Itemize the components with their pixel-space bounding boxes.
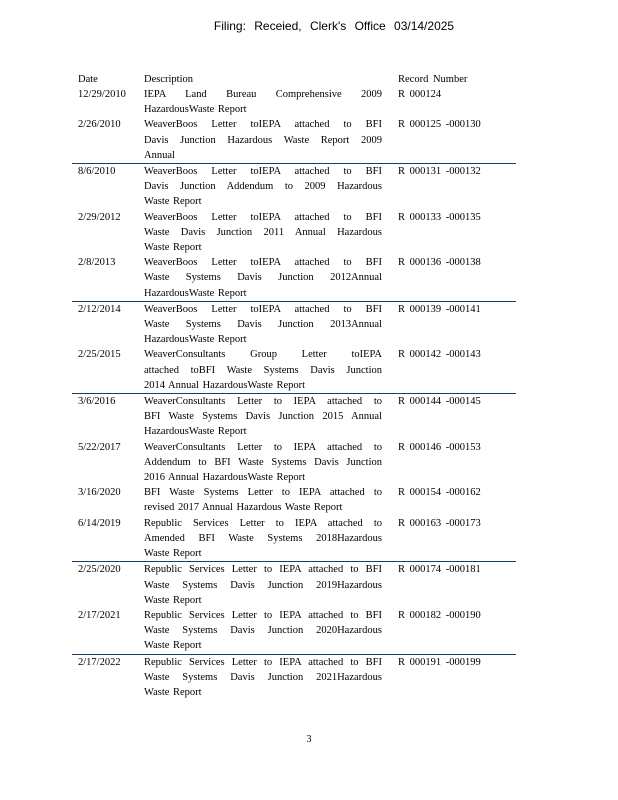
description-line: Waste Report — [144, 640, 202, 652]
row-date: 2/12/2014 — [78, 303, 121, 315]
row-description — [144, 255, 382, 301]
table-row — [78, 485, 516, 515]
description-line: WeaverConsultants Group Letter toIEPA — [144, 349, 382, 361]
description-line: Addendum to BFI Waste Systems Davis Junction — [144, 456, 382, 468]
description-column-header: Description — [144, 74, 193, 85]
row-date: 8/6/2010 — [78, 166, 116, 178]
row-description — [144, 164, 382, 210]
description-line: Davis Junction Hazardous Waste Report 2009 — [144, 134, 382, 146]
description-line: Waste Report — [144, 548, 202, 560]
row-record-number: R 000163 -000173 — [398, 517, 481, 529]
table-row — [78, 347, 516, 393]
filing-stamp-header: Filing: Receied, Clerk's Office 03/14/2025 — [213, 19, 455, 33]
description-line: 2016 Annual HazardousWaste Report — [144, 472, 306, 484]
table-row — [78, 394, 516, 440]
record-index-table — [78, 72, 516, 700]
page-number: 3 — [306, 734, 312, 745]
description-line: WeaverBoos Letter toIEPA attached to BFI — [144, 166, 382, 178]
row-date: 2/17/2021 — [78, 609, 121, 621]
description-line: IEPA Land Bureau Comprehensive 2009 — [144, 89, 382, 100]
row-description — [144, 608, 382, 654]
table-row — [78, 164, 516, 210]
description-line: WeaverBoos Letter toIEPA attached to BFI — [144, 303, 382, 315]
row-description — [144, 347, 382, 393]
description-line: BFI Waste Systems Letter to IEPA attached to — [144, 487, 382, 499]
description-line: Republic Services Letter to IEPA attached to — [144, 517, 382, 529]
row-description — [144, 440, 382, 486]
row-record-number: R 000146 -000153 — [398, 441, 481, 453]
description-line: Waste Systems Davis Junction 2012Annual — [144, 272, 382, 284]
row-date: 3/6/2016 — [78, 396, 116, 408]
table-row — [78, 440, 516, 486]
row-record-number: R 000142 -000143 — [398, 349, 481, 361]
row-date: 2/25/2020 — [78, 564, 121, 576]
description-line: Amended BFI Waste Systems 2018Hazardous — [144, 532, 382, 544]
description-line: WeaverConsultants Letter to IEPA attached to — [144, 441, 382, 453]
description-line: Waste Report — [144, 594, 202, 606]
row-record-number: R 000174 -000181 — [398, 564, 481, 576]
row-description — [144, 87, 382, 117]
description-line: revised 2017 Annual Hazardous Waste Report — [144, 502, 343, 514]
description-line: Republic Services Letter to IEPA attached to BFI — [144, 609, 382, 621]
description-line: WeaverBoos Letter toIEPA attached to BFI — [144, 211, 382, 223]
row-date: 2/26/2010 — [78, 119, 121, 131]
row-record-number: R 000144 -000145 — [398, 396, 481, 408]
row-record-number: R 000125 -000130 — [398, 119, 481, 131]
date-column-header: Date — [78, 74, 98, 85]
description-line: Waste Report — [144, 242, 202, 254]
description-line: 2014 Annual HazardousWaste Report — [144, 379, 306, 391]
row-record-number: R 000124 — [398, 89, 442, 100]
row-description — [144, 655, 382, 701]
row-record-number: R 000133 -000135 — [398, 211, 481, 223]
description-line: Waste Report — [144, 196, 202, 208]
row-record-number: R 000154 -000162 — [398, 487, 481, 499]
row-date: 3/16/2020 — [78, 487, 121, 499]
description-line: HazardousWaste Report — [144, 287, 247, 299]
row-description — [144, 485, 382, 515]
description-line: Republic Services Letter to IEPA attached to BFI — [144, 656, 382, 668]
description-line: WeaverConsultants Letter to IEPA attached to — [144, 396, 382, 408]
description-line: Waste Systems Davis Junction 2019Hazardous — [144, 579, 382, 591]
row-record-number: R 000136 -000138 — [398, 257, 481, 269]
row-description — [144, 210, 382, 256]
column-header-row — [78, 72, 516, 87]
table-row — [78, 87, 516, 117]
row-date: 2/17/2022 — [78, 656, 121, 668]
description-line: BFI Waste Systems Davis Junction 2015 Annual — [144, 411, 382, 423]
description-line: HazardousWaste Report — [144, 334, 247, 346]
description-line: HazardousWaste Report — [144, 426, 247, 438]
table-row — [78, 562, 516, 608]
description-line: WeaverBoos Letter toIEPA attached to BFI — [144, 119, 382, 131]
row-description — [144, 117, 382, 163]
description-line: Davis Junction Addendum to 2009 Hazardous — [144, 181, 382, 193]
row-record-number: R 000131 -000132 — [398, 166, 481, 178]
row-record-number: R 000139 -000141 — [398, 303, 481, 315]
row-description — [144, 516, 382, 562]
table-row — [78, 608, 516, 654]
row-description — [144, 394, 382, 440]
description-line: Waste Systems Davis Junction 2021Hazardous — [144, 671, 382, 683]
table-row — [78, 117, 516, 163]
row-date: 12/29/2010 — [78, 89, 126, 100]
table-row — [78, 655, 516, 701]
description-line: Waste Systems Davis Junction 2020Hazardous — [144, 625, 382, 637]
row-description — [144, 562, 382, 608]
row-date: 6/14/2019 — [78, 517, 121, 529]
table-body — [78, 87, 516, 700]
row-date: 2/25/2015 — [78, 349, 121, 361]
row-date: 2/8/2013 — [78, 257, 116, 269]
row-record-number: R 000191 -000199 — [398, 656, 481, 668]
description-line: Republic Services Letter to IEPA attached to BFI — [144, 564, 382, 576]
description-line: HazardousWaste Report — [144, 104, 247, 116]
table-row — [78, 255, 516, 301]
table-row — [78, 302, 516, 348]
description-line: Annual — [144, 149, 175, 161]
table-row — [78, 210, 516, 256]
description-line: Waste Systems Davis Junction 2013Annual — [144, 319, 382, 331]
row-date: 2/29/2012 — [78, 211, 121, 223]
description-line: attached toBFI Waste Systems Davis Junction — [144, 364, 382, 376]
table-row — [78, 516, 516, 562]
row-description — [144, 302, 382, 348]
description-line: Waste Report — [144, 686, 202, 698]
row-record-number: R 000182 -000190 — [398, 609, 481, 621]
description-line: Waste Davis Junction 2011 Annual Hazardous — [144, 226, 382, 238]
row-date: 5/22/2017 — [78, 441, 121, 453]
record-number-column-header: Record Number — [398, 74, 468, 85]
description-line: WeaverBoos Letter toIEPA attached to BFI — [144, 257, 382, 269]
